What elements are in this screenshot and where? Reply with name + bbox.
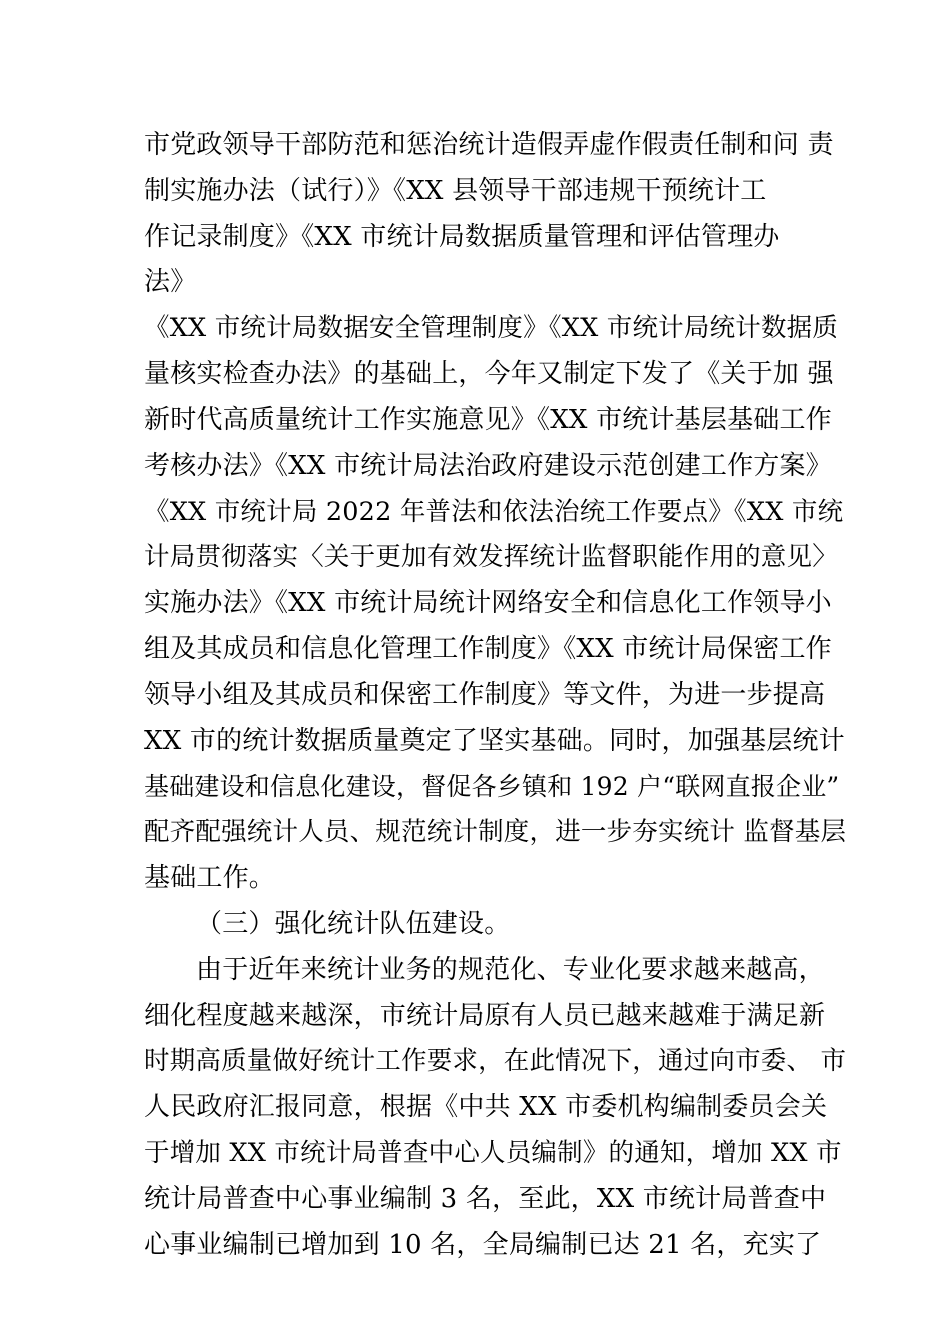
text-line: 《XX 市统计局数据安全管理制度》《XX 市统计局统计数据质 <box>144 313 839 343</box>
text-line: 《XX 市统计局 2022 年普法和依法治统工作要点》《XX 市统 <box>144 497 844 527</box>
text-line: 新时代高质量统计工作实施意见》《XX 市统计基层基础工作 <box>144 405 832 435</box>
text-line: 配齐配强统计人员、规范统计制度，进一步夯实统计 监督基层 <box>144 817 847 847</box>
text-line: 实施办法》《XX 市统计局统计网络安全和信息化工作领导小 <box>144 588 832 618</box>
text-line: 细化程度越来越深，市统计局原有人员已越来越难于满足新 <box>144 1001 826 1031</box>
text-line: 统计局普查中心事业编制 3 名，至此，XX 市统计局普查中 <box>144 1184 827 1214</box>
text-line: 基础建设和信息化建设，督促各乡镇和 192 户“联网直报企业” <box>144 772 840 801</box>
text-line: 法》 <box>144 267 197 297</box>
section-heading: （三）强化统计队伍建设。 <box>196 909 511 939</box>
text-line: 基础工作。 <box>144 863 276 893</box>
text-line: 考核办法》《XX 市统计局法治政府建设示范创建工作方案》 <box>144 451 832 481</box>
text-line: 制实施办法（试行）》《XX 县领导干部违规干预统计工 <box>144 176 767 206</box>
text-line: 作记录制度》《XX 市统计局数据质量管理和评估管理办 <box>144 222 780 252</box>
text-line: 领导小组及其成员和保密工作制度》等文件，为进一步提高 <box>144 680 826 710</box>
text-line: 计局贯彻落实〈关于更加有效发挥统计监督职能作用的意见〉 <box>144 542 838 572</box>
paragraph-first-line: 由于近年来统计业务的规范化、专业化要求越来越高， <box>196 955 825 985</box>
text-line: 量核实检查办法》的基础上，今年又制定下发了《关于加 强 <box>144 359 834 389</box>
text-line: 于增加 XX 市统计局普查中心人员编制》的通知，增加 XX 市 <box>144 1138 842 1168</box>
text-line: 人民政府汇报同意，根据《中共 XX 市委机构编制委员会关 <box>144 1092 828 1122</box>
text-line: 市党政领导干部防范和惩治统计造假弄虚作假责任制和问 责 <box>144 130 834 160</box>
text-line: 心事业编制已增加到 10 名，全局编制已达 21 名，充实了 <box>144 1230 822 1260</box>
text-line: XX 市的统计数据质量奠定了坚实基础。同时，加强基层统计 <box>144 726 845 756</box>
text-line: 时期高质量做好统计工作要求，在此情况下，通过向市委、 市 <box>144 1046 847 1076</box>
text-line: 组及其成员和信息化管理工作制度》《XX 市统计局保密工作 <box>144 634 832 664</box>
